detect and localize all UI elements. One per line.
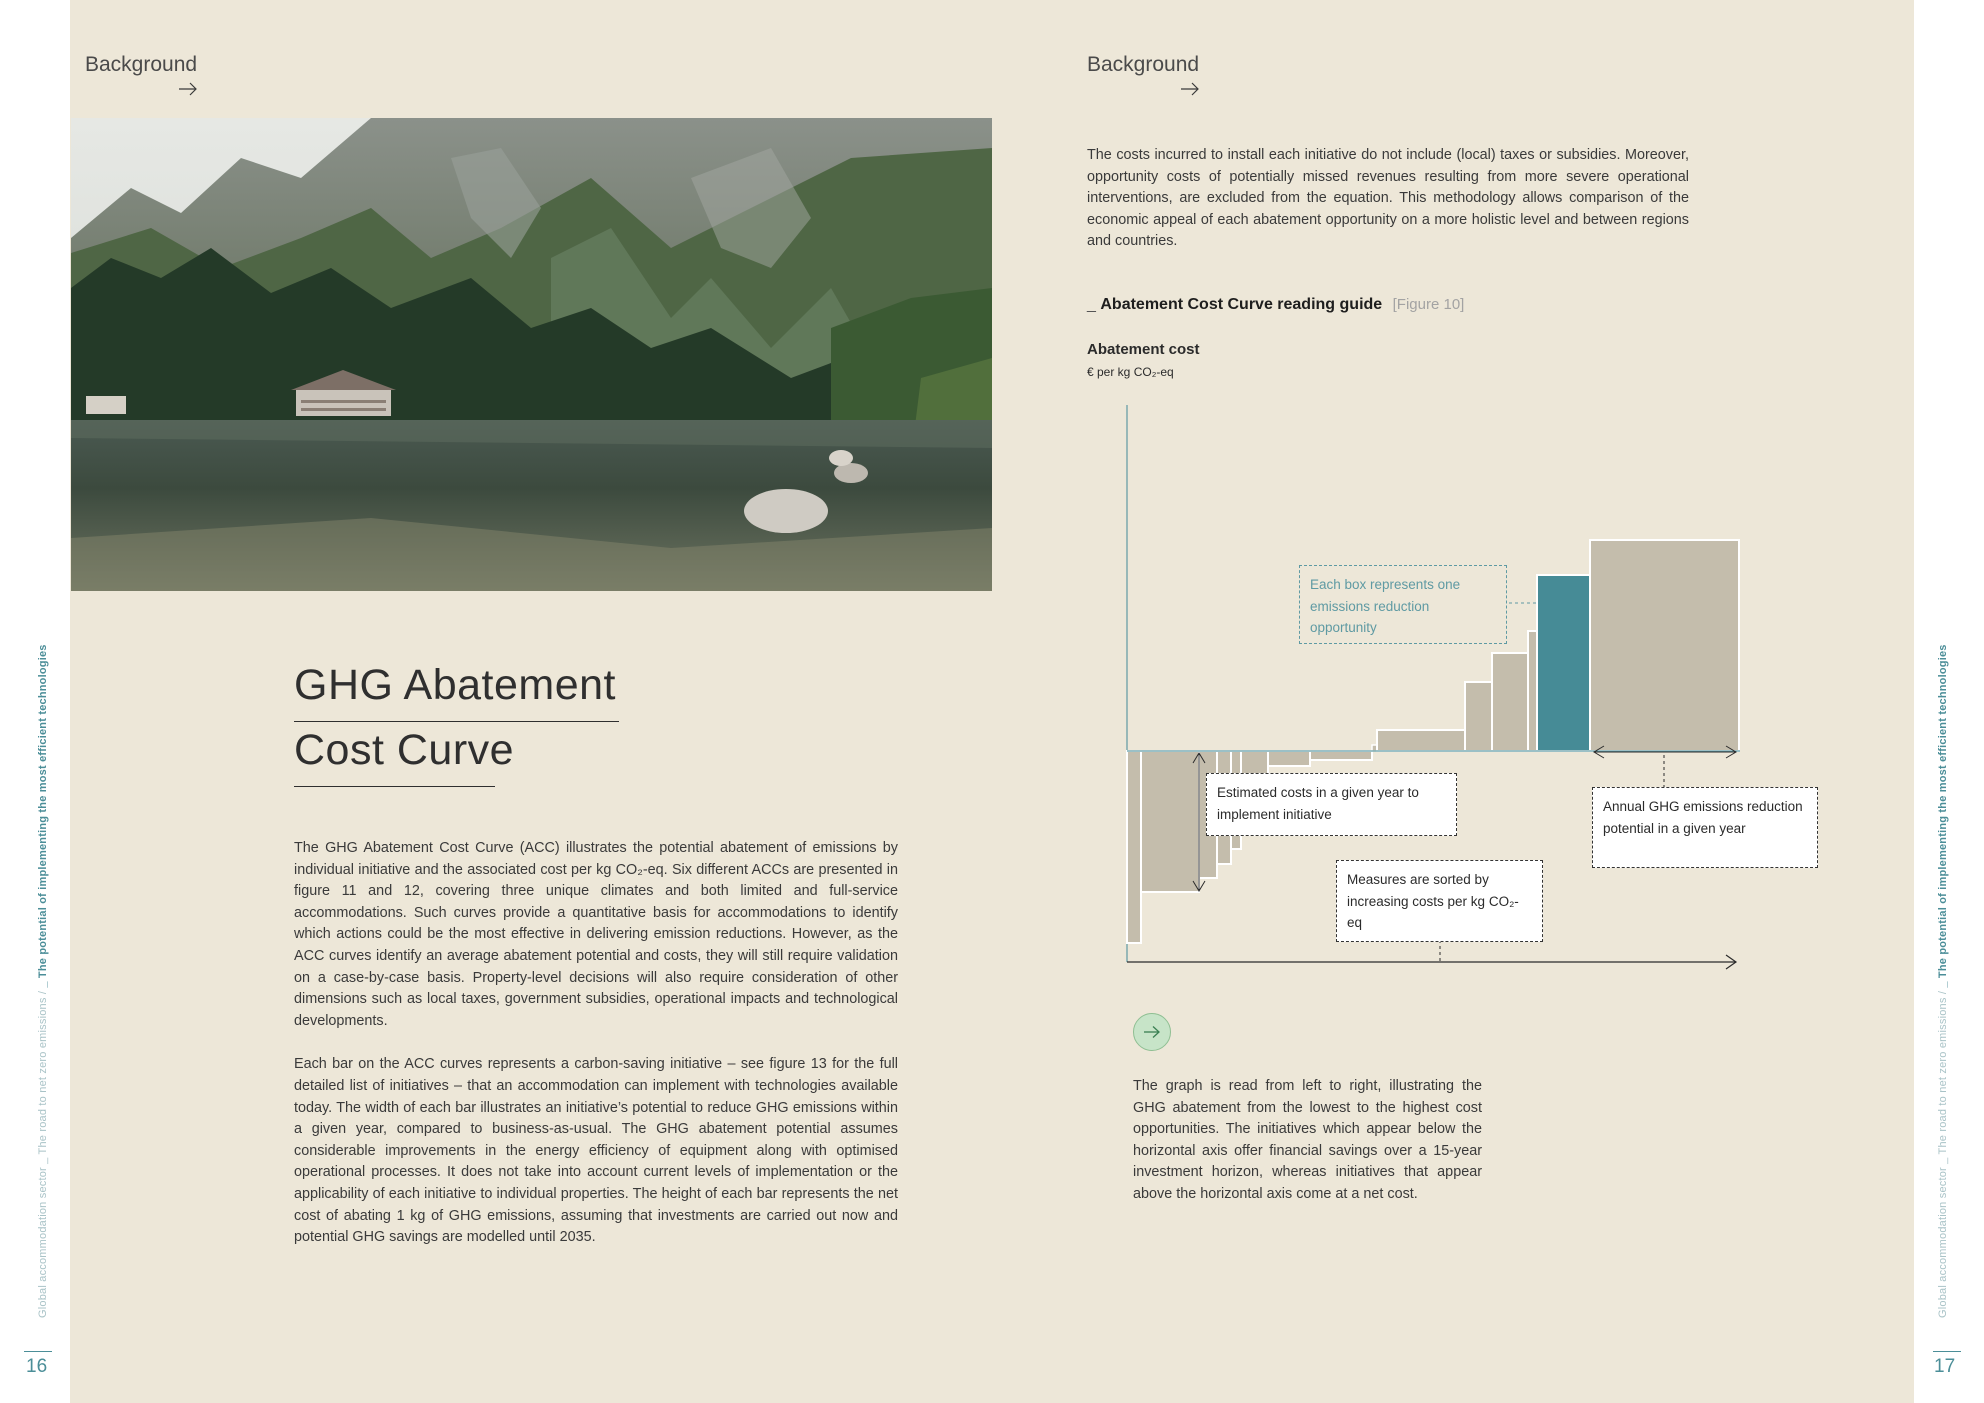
right-section-label: Background [1087, 53, 1200, 76]
y-axis-unit: € per kg CO₂-eq [1087, 365, 1174, 379]
title-rule-2 [294, 786, 495, 787]
intro-paragraph: The costs incurred to install each initiative do not include (local) taxes or subsidies. Moreover, opportunity costs of potentially missed revenues resulting from more severe operational interventions, are excluded from the equation. This methodology allows comparison of the economic appeal of each abatement opportunity on a more holistic level and between regions and countries. [1087, 147, 1689, 250]
page-title-line-2: Cost Curve [294, 726, 515, 774]
mountain-lake-photo [71, 118, 992, 591]
bar-highlighted [1537, 575, 1590, 751]
title-rule-1 [294, 721, 619, 722]
bar-positive-6 [1590, 540, 1739, 751]
left-margin [0, 0, 70, 1403]
left-page-number-rule [24, 1351, 52, 1352]
body-paragraph-1: The GHG Abatement Cost Curve (ACC) illustrates the potential abatement of emissions by individual initiative and the associated cost per kg CO₂-eq. Six different ACCs are presented in figure 11 and 12, covering three unique climates and both limited and full-service accommodations. Such curves provide a quantitative basis for accommodations to identify which actions could be the most effective in delivering emission reductions. However, as the ACC curves identify an average abatement potential and costs, they will still require validation on a case-by-case basis. Property-level decisions will also require consideration of other dimensions such as local taxes, government subsidies, operational impacts and technological developments. [294, 840, 898, 1029]
left-section-label: Background [85, 53, 198, 76]
figure-heading [1087, 296, 1464, 314]
left-page-number: 16 [26, 1356, 48, 1377]
right-page-number: 17 [1934, 1356, 1956, 1377]
page-title-line-1: GHG Abatement [294, 661, 616, 709]
reading-guide-text: The graph is read from left to right, illustrating the GHG abatement from the lowest to the highest cost opportunities. The initiatives which appear below the horizontal axis offer financial savings over a 15-year investment horizon, whereas initiatives that appear above the horizontal axis come at a net cost. [1133, 1078, 1482, 1202]
figure-prefix: _ [1087, 296, 1096, 313]
right-page-number-rule [1933, 1351, 1961, 1352]
body-paragraph-2: Each bar on the ACC curves represents a carbon-saving initiative – see figure 13 for the full detailed list of initiatives – that an accommodation can implement with technologies available today. The width of each bar illustrates an initiative’s potential to reduce GHG emissions within a given year, compared to business-as-usual. The GHG abatement potential assumes considerable improvements in the energy efficiency of equipment along with optimised operational processes. It does not take into account current levels of implementation or the applicability of each initiative to individual properties. The height of each bar represents the net cost of abating 1 kg of GHG emissions, assuming that investments are carried out now and potential GHG savings are modelled until 2035. [294, 1056, 898, 1246]
figure-title: Abatement Cost Curve reading guide [1100, 296, 1383, 313]
right-margin [1914, 0, 1984, 1403]
arrow-right-icon [1180, 82, 1200, 96]
left-running-header: Global accommodation sector _ The road to net zero emissions / _ The potential of implementing the most efficient technologies [37, 644, 49, 1318]
bar-negative-2 [1141, 751, 1199, 892]
bar-negative-1 [1127, 751, 1141, 943]
bar-positive-4 [1492, 653, 1528, 751]
bar-negative-7 [1268, 751, 1310, 766]
callout-box-explanation: Each box represents one emissions reduction opportunity [1299, 565, 1507, 644]
figure-ref: [Figure 10] [1392, 296, 1465, 313]
callout-sorted-measures: Measures are sorted by increasing costs per kg CO₂-eq [1336, 860, 1543, 942]
left-body-text [294, 838, 898, 1271]
arrow-right-icon [178, 82, 198, 96]
callout-reduction-potential: Annual GHG emissions reduction potential in a given year [1592, 787, 1818, 868]
arrow-right-circle-icon [1142, 1025, 1162, 1039]
bar-positive-5 [1528, 631, 1537, 751]
next-page-button[interactable] [1133, 1013, 1171, 1051]
bar-negative-8 [1310, 751, 1372, 760]
right-running-header: Global accommodation sector _ The road to net zero emissions / _ The potential of implementing the most efficient technologies [1937, 644, 1949, 1318]
callout-estimated-costs: Estimated costs in a given year to implement initiative [1206, 773, 1457, 836]
y-axis-title: Abatement cost [1087, 341, 1200, 358]
bar-positive-2 [1377, 730, 1465, 751]
bar-positive-3 [1465, 682, 1492, 751]
